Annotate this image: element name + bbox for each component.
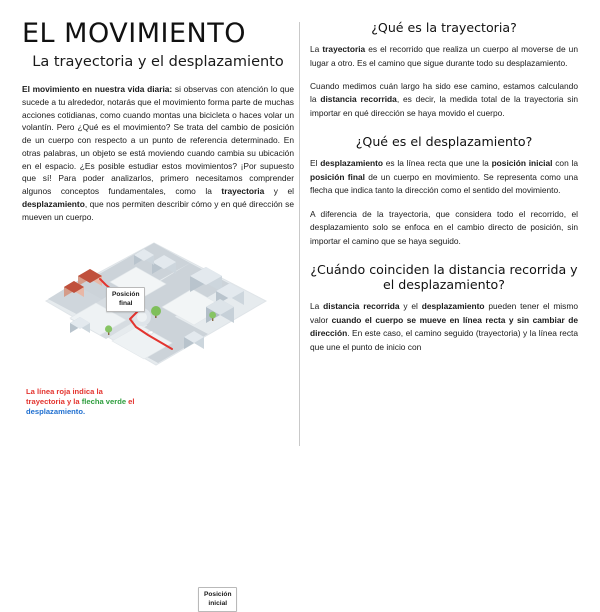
- paragraph-coinciden-1: La distancia recorrida y el desplazamiento pueden tener el mismo valor cuando el cuerpo se mueve en línea recta y sin cambiar de dirección. En este caso, el camino seguido (trayectoria) y la línea recta que une el punto de inicio con: [310, 301, 578, 352]
- paragraph-trayectoria-2: Cuando medimos cuán largo ha sido ese camino, estamos calculando la distancia recorrida, es decir, la medida total de la trayectoria sin importar en qué dirección se haya movido el cuerpo.: [310, 80, 578, 118]
- left-column: [22, 18, 294, 607]
- intro-paragraph: El movimiento en nuestra vida diaria: si observas con atención lo que sucede a tu alrededor, notarás que el movimiento forma parte de muchas acciones cotidianas, como cuando montas una bicicleta o haces volar un volantín. Pero ¿Qué es el movimiento? Se trata del cambio de posición de un cuerpo con respecto a un punto de referencia determinado. En otras palabras, un objeto se está moviendo cuando cambia su ubicación en el espacio. ¿Es posible estudiar estos movimientos? ¡Por supuesto que sí! Para poder analizarlos, primero necesitamos comprender algunos conceptos fundamentales, como la trayectoria y el desplazamiento, que nos permiten describir cómo y en qué dirección se mueven un cuerpo.: [22, 84, 294, 222]
- caption-trayectoria: trayectoria: [26, 396, 65, 406]
- paragraph-desplazamiento-2: A diferencia de la trayectoria, que considera todo el recorrido, el desplazamiento solo se enfoca en el cambio directo de posición, sin importar el camino que se haya seguido.: [310, 208, 578, 246]
- column-divider: [299, 22, 300, 446]
- caption-flecha-verde: flecha verde: [81, 396, 127, 406]
- heading-desplazamiento: ¿Qué es el desplazamiento?: [355, 134, 533, 150]
- caption-red-3: y la: [64, 396, 82, 406]
- isometric-city-svg: [44, 239, 268, 389]
- caption-red-1: La: [26, 386, 37, 396]
- heading-trayectoria: ¿Qué es la trayectoria?: [371, 20, 517, 35]
- caption-red-4: el: [126, 396, 135, 406]
- right-column: [310, 20, 578, 448]
- caption-linea-roja: línea roja: [36, 386, 71, 396]
- label-posicion-inicial: Posición inicial: [198, 587, 237, 611]
- paragraph-trayectoria-1: La trayectoria es el recorrido que realiza un cuerpo al moverse de un lugar a otro. Es el camino que sigue durante todo su desplazamiento.: [310, 44, 578, 68]
- caption-red-2: indica la: [70, 386, 103, 396]
- page-title: EL MOVIMIENTO: [22, 18, 246, 49]
- label-posicion-final: Posición final: [106, 287, 145, 311]
- heading-coinciden: ¿Cuándo coinciden la distancia recorrida y el desplazamiento?: [310, 262, 578, 293]
- illustration-caption: [26, 387, 138, 418]
- page-subtitle: La trayectoria y el desplazamiento: [32, 54, 284, 71]
- caption-desplazamiento: desplazamiento.: [26, 407, 86, 417]
- illustration-figure: [22, 231, 294, 607]
- paragraph-desplazamiento-1: El desplazamiento es la línea recta que une la posición inicial con la posición final de un cuerpo en movimiento. Se representa como una flecha que indica tanto la dirección como el sentido del movimiento.: [310, 158, 578, 196]
